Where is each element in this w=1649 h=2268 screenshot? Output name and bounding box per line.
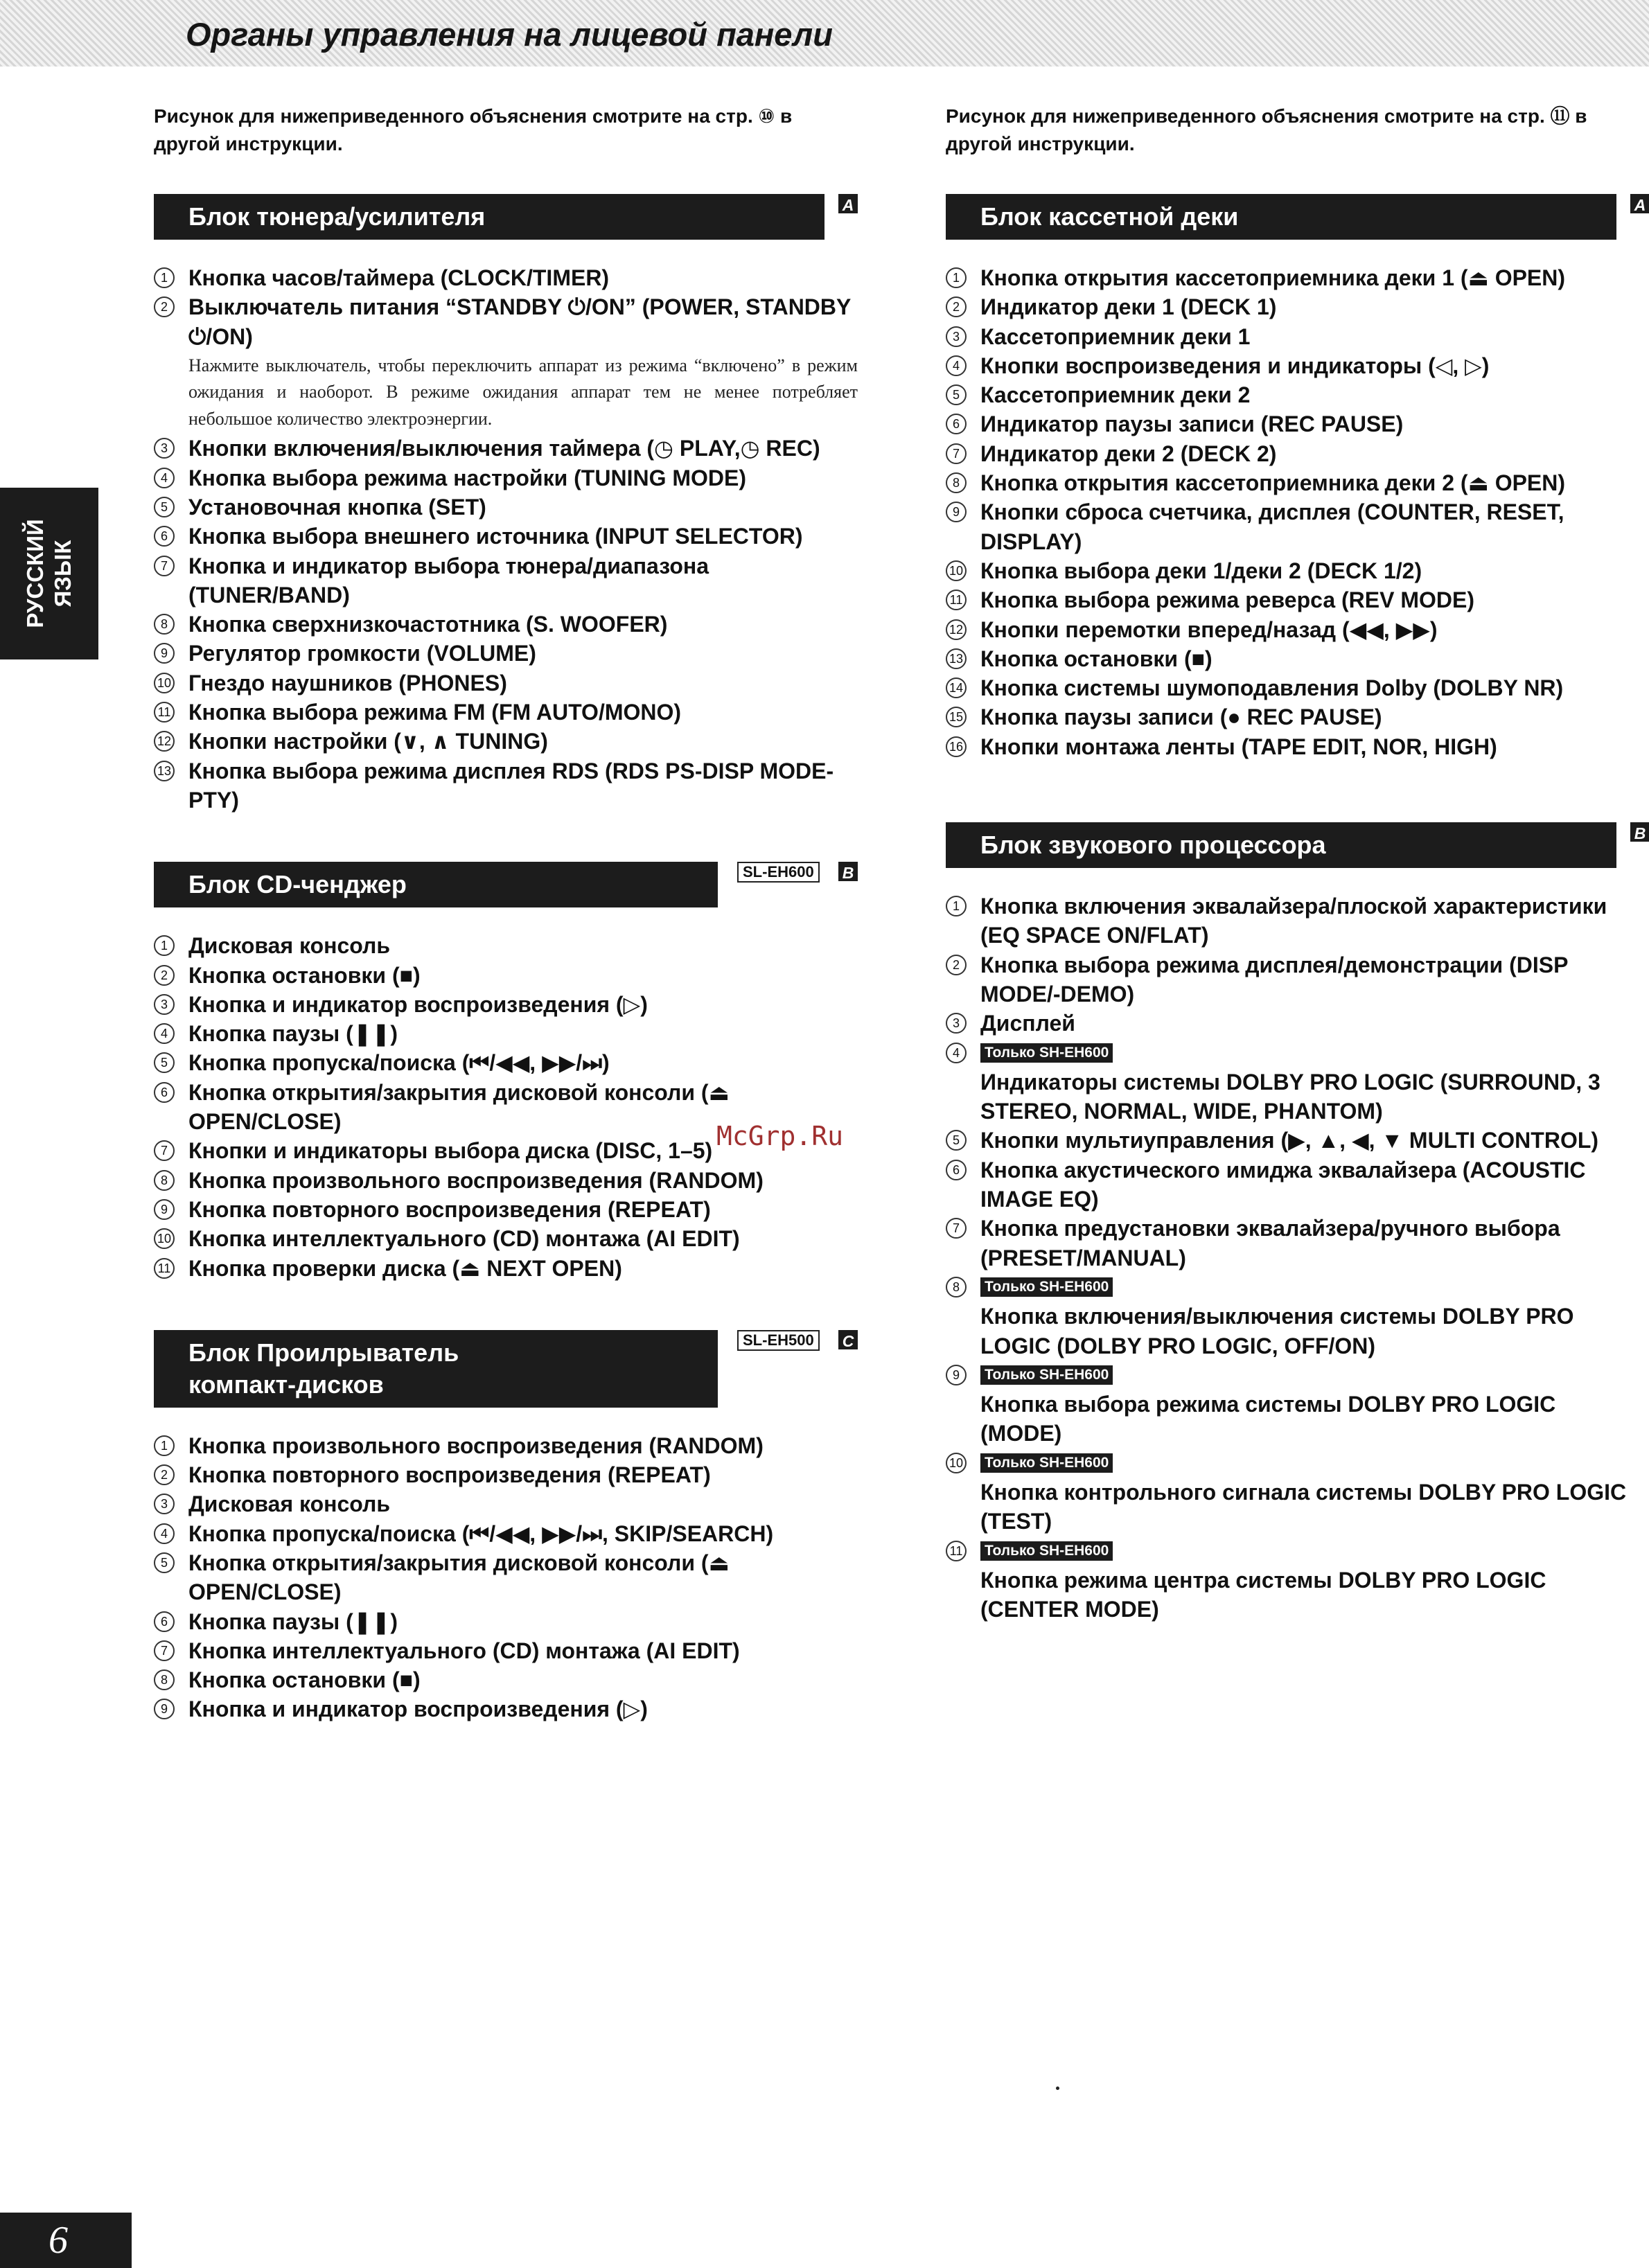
cd-changer-list [154,931,858,1283]
list-item [946,439,1641,468]
cd-player-section [154,1330,858,1724]
list-item [946,556,1641,585]
item-number: 11 [946,590,967,610]
item-number: 7 [946,1218,967,1239]
list-item [154,1489,858,1518]
language-tab-line-2: ЯЗЫК [50,540,76,608]
cd-player-title-line-1: Блок Проилрыватель [188,1338,459,1367]
list-item [946,263,1641,292]
item-text: Дисплей [980,1011,1075,1036]
item-text: Кнопка контрольного сигнала системы DOLBY PRO LOGIC (TEST) [980,1479,1627,1534]
item-text: Кнопка открытия/закрытия дисковой консоли (⏏ OPEN/CLOSE) [188,1550,730,1605]
list-item [154,493,858,522]
list-item [154,1195,858,1224]
item-number: 2 [946,296,967,317]
list-item [946,644,1641,673]
cassette-list [946,263,1641,761]
list-item [154,1166,858,1195]
cassette-section-head [946,194,1646,240]
list-item [946,468,1641,497]
list-item [154,1636,858,1665]
item-number: 3 [946,1013,967,1034]
item-number: 12 [154,731,175,752]
language-tab [0,488,98,659]
item-text: Кнопка часов/таймера (CLOCK/TIMER) [188,265,610,290]
item-text: Дисковая консоль [188,933,391,959]
cd-player-list [154,1431,858,1724]
sound-section [946,822,1646,1624]
item-number: 13 [154,761,175,781]
only-model-tag: Только SH-EH600 [980,1453,1113,1473]
left-column [154,103,858,1724]
language-tab-line-1: РУССКИЙ [22,519,48,628]
item-number: 11 [154,1258,175,1279]
tuner-section-title: Блок тюнера/усилителя [154,194,824,240]
list-item [946,702,1641,732]
list-item [946,1038,1641,1126]
item-number: 4 [154,1023,175,1044]
item-number: 14 [946,677,967,698]
item-text: Индикатор паузы записи (REC PAUSE) [980,411,1404,437]
item-number: 2 [154,1464,175,1485]
left-intro: Рисунок для нижеприведенного объяснения смотрите на стр. ⑩ в другой инструкции. [154,105,793,154]
item-number: 2 [154,965,175,986]
item-text: Кнопка выбора режима дисплея RDS (RDS PS-DISP MODE-PTY) [188,758,834,813]
item-number: 9 [154,1699,175,1719]
tuner-list [154,263,858,815]
cd-changer-model-tag: SL-EH600 [737,862,820,883]
item-text: Кнопка режима центра системы DOLBY PRO LOGIC (CENTER MODE) [980,1567,1546,1622]
list-item [946,1361,1641,1448]
item-number: 8 [154,614,175,635]
item-text: Индикатор деки 2 (DECK 2) [980,441,1277,466]
list-item [154,931,858,960]
item-text: Дисковая консоль [188,1491,391,1517]
item-text: Кнопка и индикатор выбора тюнера/диапазона (TUNER/BAND) [188,553,709,608]
item-number: 6 [946,1160,967,1180]
item-number: 7 [154,1140,175,1161]
item-text: Кнопка остановки (■) [980,646,1212,671]
item-number: 2 [946,955,967,975]
only-model-tag: Только SH-EH600 [980,1277,1113,1297]
list-item [946,1155,1641,1214]
list-item [154,463,858,493]
item-text: Кнопки включения/выключения таймера (◷ PLAY,◷ REC) [188,436,820,461]
tuner-section-head [154,194,858,240]
item-number: 4 [946,355,967,376]
item-number: 10 [154,673,175,693]
item-text: Кнопка пропуска/поиска (⏮/◀◀, ▶▶/⏭) [188,1050,610,1076]
item-number: 8 [154,1669,175,1690]
list-item [946,322,1641,351]
item-number: 11 [154,702,175,723]
item-text: Кнопка пропуска/поиска (⏮/◀◀, ▶▶/⏭, SKIP/SEARCH) [188,1521,774,1546]
list-item [154,1048,858,1077]
list-item [946,615,1641,644]
item-number: 2 [154,296,175,317]
item-text: Кнопка интеллектуального (CD) монтажа (AI EDIT) [188,1226,740,1252]
item-text: Кнопка выбора деки 1/деки 2 (DECK 1/2) [980,558,1422,583]
right-column [946,103,1646,1624]
item-text: Кнопка выбора режима системы DOLBY PRO LOGIC (MODE) [980,1392,1556,1446]
item-number: 13 [946,648,967,669]
cd-changer-section-title: Блок CD-ченджер [154,862,718,907]
item-number: 9 [154,1199,175,1220]
item-number: 11 [946,1541,967,1561]
only-model-tag: Только SH-EH600 [980,1043,1113,1063]
language-tab-text [21,519,77,628]
item-text: Кнопка открытия/закрытия дисковой консоли (⏏ OPEN/CLOSE) [188,1079,730,1135]
item-number: 1 [946,896,967,916]
item-text: Индикаторы системы DOLBY PRO LOGIC (SURROUND, 3 STEREO, NORMAL, WIDE, PHANTOM) [980,1069,1600,1124]
only-model-tag: Только SH-EH600 [980,1541,1113,1561]
list-item [946,409,1641,438]
list-item [154,727,858,756]
item-number: 5 [946,384,967,405]
section-marker-a-right: A [1630,194,1649,213]
item-number: 4 [154,468,175,488]
watermark: McGrp.Ru [716,1121,844,1151]
item-number: 4 [154,1523,175,1544]
item-text: Кнопки и индикаторы выбора диска (DISC, 1–5) [188,1138,713,1164]
item-number: 5 [154,1052,175,1073]
item-text: Выключатель питания “STANDBY ⏻/ON” (POWER, STANDBY ⏻/ON) [188,294,851,349]
item-number: 3 [154,438,175,459]
item-text: Кнопка выбора режима реверса (REV MODE) [980,587,1475,613]
cassette-section [946,194,1646,761]
list-item [946,497,1641,556]
item-number: 9 [946,502,967,522]
page-title: Органы управления на лицевой панели [186,16,833,53]
item-text: Индикатор деки 1 (DECK 1) [980,294,1277,320]
cd-player-section-head [154,1330,858,1408]
item-number: 8 [946,472,967,493]
item-text: Кнопка акустического имиджа эквалайзера (ACOUSTIC IMAGE EQ) [980,1157,1586,1212]
item-text: Кнопка остановки (■) [188,962,421,988]
list-item [946,1448,1641,1536]
item-text: Кнопка включения/выключения системы DOLBY PRO LOGIC (DOLBY PRO LOGIC, OFF/ON) [980,1304,1574,1358]
section-marker-b: B [838,862,858,881]
item-number: 3 [946,326,967,347]
item-text: Кнопки перемотки вперед/назад (◀◀, ▶▶) [980,617,1438,642]
item-text: Кнопка сверхнизкочастотника (S. WOOFER) [188,612,668,637]
item-text: Кнопка паузы (❚❚) [188,1021,398,1047]
item-text: Гнездо наушников (PHONES) [188,670,507,696]
item-number: 9 [946,1365,967,1385]
only-model-tag: Только SH-EH600 [980,1365,1113,1385]
sound-section-title: Блок звукового процессора [946,822,1616,868]
item-text: Кнопка паузы (❚❚) [188,1609,398,1634]
item-text: Кнопка произвольного воспроизведения (RANDOM) [188,1433,764,1458]
item-number: 1 [946,267,967,288]
list-item [154,1254,858,1283]
item-text: Кнопка выбора режима настройки (TUNING MODE) [188,465,746,490]
list-item [946,950,1641,1009]
list-item [946,1273,1641,1361]
tuner-section [154,194,858,815]
item-number: 5 [154,497,175,517]
item-number: 6 [154,1611,175,1632]
item-text: Кнопки сброса счетчика, дисплея (COUNTER, RESET, DISPLAY) [980,499,1564,554]
list-item [154,1607,858,1636]
list-item [154,668,858,698]
item-number: 1 [154,267,175,288]
item-number: 16 [946,736,967,757]
item-text: Установочная кнопка (SET) [188,494,486,520]
list-item [154,698,858,727]
list-item [946,732,1641,761]
item-number: 7 [154,556,175,576]
page-number-box [0,2213,132,2268]
page-number: 6 [48,2219,68,2262]
list-item [946,380,1641,409]
item-text: Кнопка выбора режима дисплея/демонстрации (DISP MODE/-DEMO) [980,952,1568,1007]
list-item [154,522,858,551]
list-item [154,1460,858,1489]
item-text: Регулятор громкости (VOLUME) [188,641,536,666]
list-item [154,551,858,610]
cassette-section-title: Блок кассетной деки [946,194,1616,240]
list-item [946,1009,1641,1038]
list-item [946,351,1641,380]
item-text: Кнопка и индикатор воспроизведения (▷) [188,1696,648,1722]
list-item [154,639,858,668]
item-text: Кнопка выбора внешнего источника (INPUT SELECTOR) [188,524,803,549]
item-number: 9 [154,643,175,664]
item-text: Кнопка повторного воспроизведения (REPEAT) [188,1196,711,1222]
item-number: 10 [946,560,967,581]
item-text: Кнопка выбора режима FM (FM AUTO/MONO) [188,700,682,725]
item-text: Кнопка повторного воспроизведения (REPEAT) [188,1462,711,1488]
item-number: 12 [946,619,967,640]
cd-player-title-line-2: компакт-дисков [188,1370,384,1399]
list-item [946,1126,1641,1155]
item-text: Кнопка произвольного воспроизведения (RANDOM) [188,1167,764,1193]
item-number: 10 [946,1453,967,1473]
item-text: Кнопка системы шумоподавления Dolby (DOLBY NR) [980,675,1564,701]
item-text: Кнопки мультиуправления (▶, ▲, ◀, ▼ MULTI CONTROL) [980,1128,1599,1153]
cd-player-section-title [154,1330,718,1408]
item-text: Кнопка остановки (■) [188,1667,421,1693]
right-intro: Рисунок для нижеприведенного объяснения смотрите на стр. ⑪ в другой инструкции. [946,105,1587,154]
list-item [154,1548,858,1607]
sound-list [946,892,1641,1624]
item-number: 6 [154,1082,175,1103]
section-marker-a: A [838,194,858,213]
item-text: Кнопка открытия кассетоприемника деки 1 (⏏ OPEN) [980,265,1566,290]
item-number: 3 [154,994,175,1015]
item-text: Кнопка включения эквалайзера/плоской характеристики (EQ SPACE ON/FLAT) [980,894,1607,948]
item-text: Кнопка паузы записи (● REC PAUSE) [980,705,1382,730]
item-text: Кассетоприемник деки 2 [980,382,1251,408]
cd-changer-section [154,862,858,1283]
item-number: 6 [946,414,967,434]
list-item [154,1519,858,1548]
section-marker-c: C [838,1330,858,1349]
item-number: 4 [946,1043,967,1063]
list-item [154,756,858,815]
list-item [946,673,1641,702]
list-item [154,961,858,990]
item-number: 10 [154,1228,175,1249]
list-item [946,1536,1641,1624]
list-item [154,263,858,292]
item-note: Нажмите выключатель, чтобы переключить аппарат из режима “включено” в режим ожидания и наоборот. В режиме ожидания аппарат тем не менее потребляет небольшое количество электроэнергии. [188,355,858,429]
item-text: Кнопка интеллектуального (CD) монтажа (AI EDIT) [188,1638,740,1663]
list-item [946,892,1641,950]
list-item [946,292,1641,321]
item-text: Кнопки настройки (∨, ∧ TUNING) [188,729,548,754]
item-number: 1 [154,1435,175,1456]
cd-changer-section-head [154,862,858,907]
item-text: Кнопка проверки диска (⏏ NEXT OPEN) [188,1255,622,1281]
item-text: Кнопка предустановки эквалайзера/ручного выбора (PRESET/MANUAL) [980,1216,1560,1270]
list-item [154,990,858,1019]
item-text: Кнопки воспроизведения и индикаторы (◁, ▷) [980,353,1490,378]
item-text: Кнопка открытия кассетоприемника деки 2 (⏏ OPEN) [980,470,1566,496]
item-number: 6 [154,526,175,547]
item-number: 7 [154,1640,175,1661]
list-item [154,1694,858,1724]
sound-section-head [946,822,1646,868]
list-item [154,1665,858,1694]
item-text: Кнопка и индикатор воспроизведения (▷) [188,991,648,1017]
list-item [154,292,858,432]
item-text: Кассетоприемник деки 1 [980,324,1251,349]
item-number: 5 [154,1552,175,1573]
item-number: 5 [946,1130,967,1151]
item-number: 1 [154,935,175,956]
list-item [154,434,858,463]
item-number: 15 [946,707,967,727]
item-number: 3 [154,1494,175,1514]
item-text: Кнопки монтажа ленты (TAPE EDIT, NOR, HIGH) [980,734,1497,759]
stray-dot [1056,2087,1059,2090]
section-marker-b-right: B [1630,822,1649,842]
item-number: 8 [154,1170,175,1191]
item-number: 7 [946,443,967,464]
list-item [154,1224,858,1253]
list-item [154,610,858,639]
list-item [946,1214,1641,1273]
list-item [154,1019,858,1048]
list-item [154,1431,858,1460]
cd-player-model-tag: SL-EH500 [737,1330,820,1351]
list-item [946,585,1641,614]
item-number: 8 [946,1277,967,1297]
